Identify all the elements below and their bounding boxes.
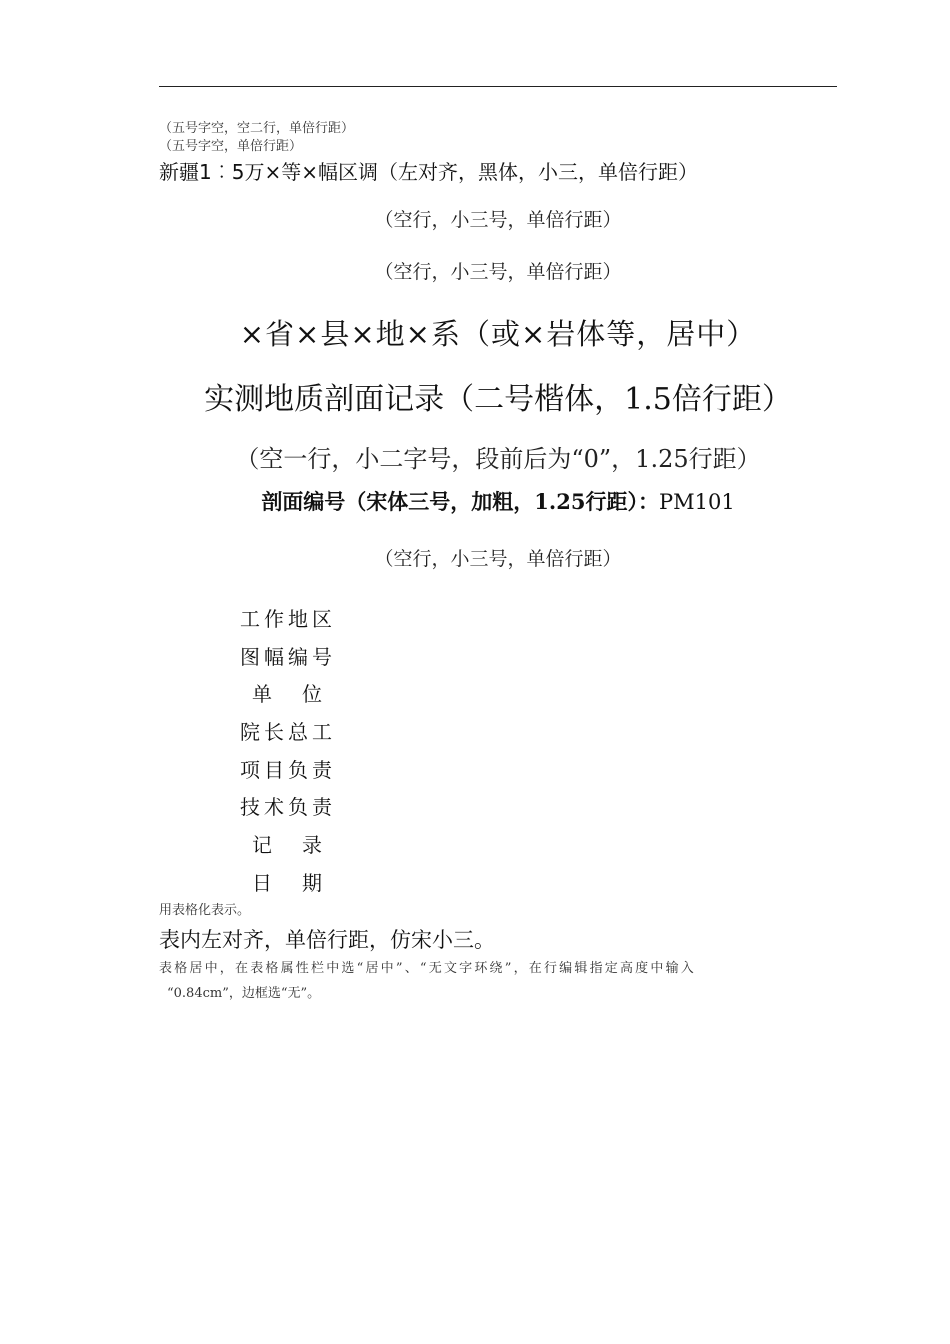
meta-row-sheet-number [240,641,332,670]
meta-char: 录 [302,833,322,857]
meta-char: 工 [312,720,332,744]
meta-row-date [252,867,322,896]
meta-char: 总 [288,720,308,744]
meta-char: 期 [302,871,322,895]
profile-number-value: PM101 [658,490,735,514]
region-line: 新疆1︰5万×等×幅区调（左对齐，黑体，小三，单倍行距） [159,160,698,184]
align-note: 表内左对齐，单倍行距，仿宋小三。 [159,928,495,952]
meta-char: 项 [240,758,260,782]
meta-row-unit [252,678,322,707]
meta-char: 术 [264,795,284,819]
format-note-line-1: 表格居中，在表格属性栏中选“居中”、“无文字环绕”，在行编辑指定高度中输入 [159,961,696,976]
meta-char: 目 [264,758,284,782]
meta-char: 责 [312,758,332,782]
header-note-1: （五号字空，空二行，单倍行距） [159,121,355,136]
meta-char: 单 [252,682,272,706]
blank-note-3: （空行，小三号，单倍行距） [374,548,622,570]
meta-char: 号 [312,645,332,669]
meta-char: 负 [288,795,308,819]
profile-number [159,486,837,516]
meta-char: 日 [252,871,272,895]
header-rule [159,86,837,87]
meta-char: 图 [240,645,260,669]
meta-char: 负 [288,758,308,782]
header-note-2: （五号字空，单倍行距） [159,139,303,154]
meta-row-tech-lead [240,791,332,820]
meta-char: 幅 [264,645,284,669]
meta-char: 位 [302,682,322,706]
title-line-1: ×省×县×地×系（或×岩体等，居中） [239,317,757,351]
blank-note-2: （空行，小三号，单倍行距） [374,261,622,283]
meta-char: 长 [264,720,284,744]
meta-row-recorder [252,829,322,858]
meta-char: 记 [252,833,272,857]
profile-number-label: 剖面编号（宋体三号，加粗，1.25行距）： [261,489,659,514]
meta-char: 编 [288,645,308,669]
meta-char: 责 [312,795,332,819]
blank-note-1: （空行，小三号，单倍行距） [374,209,622,231]
meta-row-work-area [240,603,332,632]
meta-char: 地 [288,607,308,631]
meta-row-chief-engineer [240,716,332,745]
meta-char: 工 [240,607,260,631]
meta-char: 区 [312,607,332,631]
format-note-line-2: “0.84cm”，边框选“无”。 [167,986,321,1001]
table-note: 用表格化表示。 [159,903,251,918]
title-line-2: 实测地质剖面记录（二号楷体，1.5倍行距） [204,382,792,417]
meta-char: 技 [240,795,260,819]
meta-char: 院 [240,720,260,744]
meta-row-project-lead [240,754,332,783]
spacing-note: （空一行，小二字号，段前后为“0”，1.25行距） [235,445,761,473]
meta-char: 作 [264,607,284,631]
